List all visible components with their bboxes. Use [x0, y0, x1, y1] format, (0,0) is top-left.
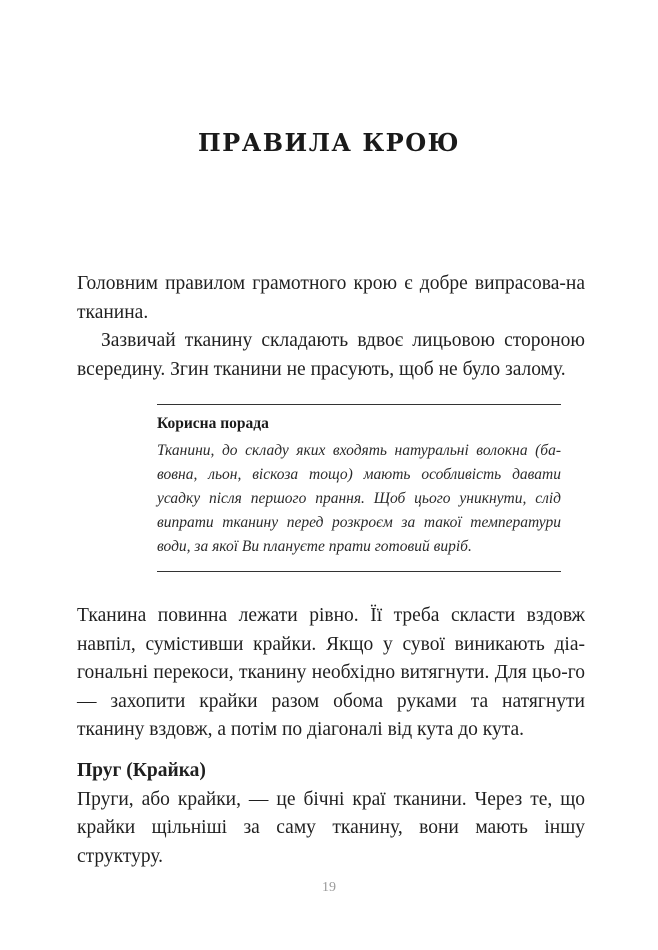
section-text: Пруги, або крайки, — це бічні краї тканини. Через те, що крайки щільніші за саму тканину, вони мають іншу структуру.: [77, 788, 585, 867]
paragraph-2: Тканина повинна лежати рівно. Її треба скласти вздовж навпіл, сумістивши крайки. Якщо у сувої виникають діа-гональні перекоси, тканину необхідно витягнути. Для цьо-го — захопити крайки разом обома руками та натягнути тканину вздовж, а потім по діагоналі від кута до кута.: [77, 605, 585, 740]
tip-title: Корисна порада: [157, 415, 269, 432]
section-heading: Пруг (Крайка): [77, 760, 206, 781]
section-block: [77, 757, 585, 871]
intro-paragraph-1: Головним правилом грамотного крою є добре випрасова-на тканина.: [77, 273, 585, 323]
tip-text: Тканини, до складу яких входять натуральні волокна (ба-вовна, льон, віскоза тощо) мають особливість давати усадку після першого прання. Щоб цього уникнути, слід випрати тканину перед розкроєм за такої температури води, за якої Ви плануєте прати готовий виріб.: [157, 442, 561, 555]
intro-text: [77, 270, 585, 384]
main-paragraph: [77, 602, 585, 745]
page-number: 19: [322, 880, 336, 895]
intro-paragraph-2: Зазвичай тканину складають вдвоє лицьовою стороною всередину. Згин тканини не прасують, щоб не було залому.: [77, 330, 585, 380]
page-title: ПРАВИЛА КРОЮ: [197, 128, 461, 157]
tip-box: [157, 404, 561, 572]
